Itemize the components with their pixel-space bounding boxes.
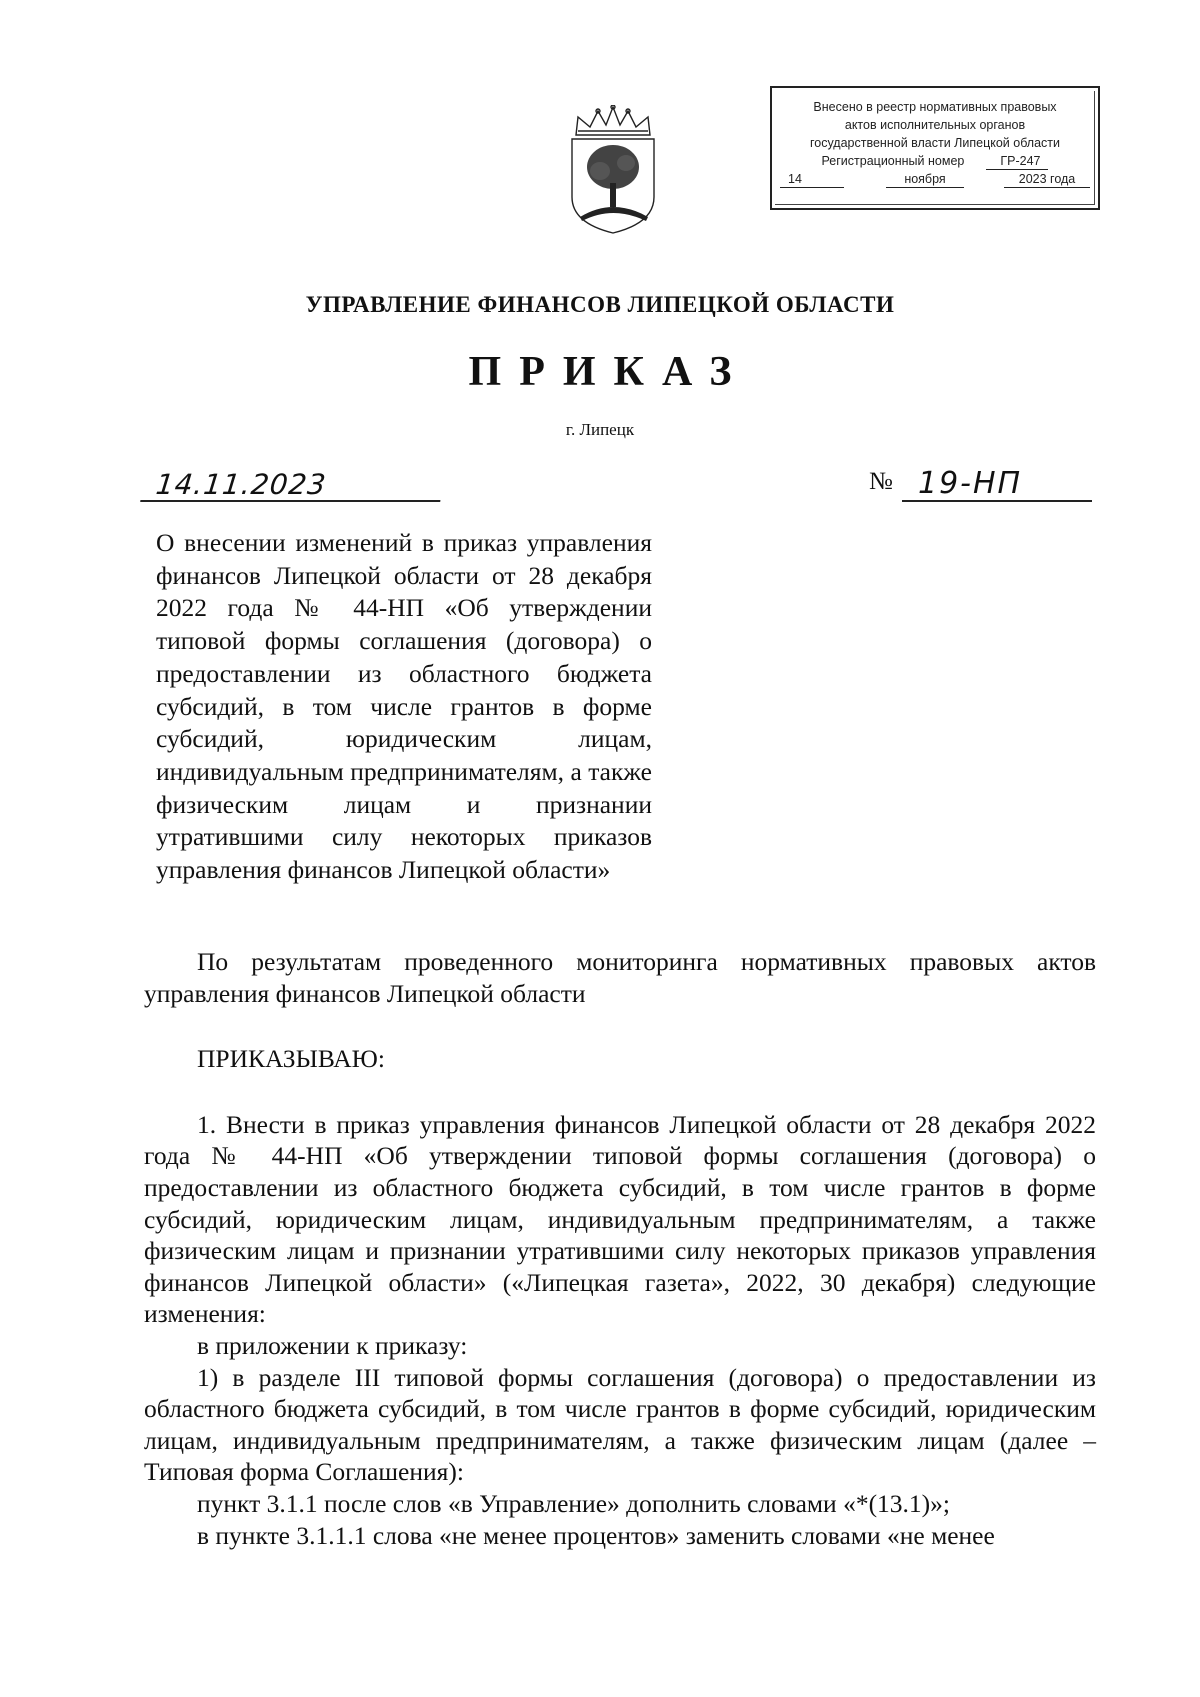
stamp-year: 2023 года <box>1004 172 1090 188</box>
sub-item-1: 1) в разделе III типовой формы соглашения (договора) о предоставлении из областного бюджета субсидий, в том числе грантов в форме субсидий, юридическим лицам, индивидуальным предпринимателям, а также физическим лицам (далее – Типовая форма Соглашения): <box>144 1362 1096 1487</box>
city: г. Липецк <box>565 420 635 439</box>
document-subject <box>156 527 652 887</box>
item-1: 1. Внести в приказ управления финансов Липецкой области от 28 декабря 2022 года № 44-НП «Об утверждении типовой формы соглашения (договора) о предоставлении из областного бюджета субсидий, в том числе грантов в форме субсидий, юридическим лицам, индивидуальным предпринимателям, а также физическим лицам и признании утратившими силу некоторых приказов управления финансов Липецкой области» («Липецкая газета», 2022, 30 декабря) следующие изменения: <box>144 1109 1096 1329</box>
appendix-line: в приложении к приказу: <box>197 1330 468 1360</box>
handwritten-date: 14.11.2023 <box>140 468 444 502</box>
stamp-date-row <box>772 172 1098 188</box>
stamp-line-1: Внесено в реестр нормативных правовых <box>813 100 1057 114</box>
organization-title: УПРАВЛЕНИЕ ФИНАНСОВ ЛИПЕЦКОЙ ОБЛАСТИ <box>305 292 895 317</box>
stamp-month: ноября <box>886 172 964 188</box>
registry-stamp <box>770 86 1100 210</box>
preamble: По результатам проведенного мониторинга нормативных правовых актов управления финансов Липецкой области <box>144 947 1096 1008</box>
stamp-line-3: государственной власти Липецкой области <box>809 136 1061 150</box>
stamp-reg-row <box>772 152 1098 170</box>
number-sign: № <box>869 468 893 495</box>
clause-3-1-1-1: в пункте 3.1.1.1 слова «не менее процентов» заменить словами «не менее <box>197 1520 995 1550</box>
clause-3-1-1: пункт 3.1.1 после слов «в Управление» дополнить словами «*(13.1)»; <box>197 1488 951 1518</box>
order-word: ПРИКАЗЫВАЮ: <box>197 1044 385 1074</box>
document-type: ПРИКАЗ <box>468 349 750 395</box>
handwritten-number: 19-НП <box>902 466 1092 502</box>
subject-text: О внесении изменений в приказ управления финансов Липецкой области от 28 декабря 2022 года № 44-НП «Об утверждении типовой формы соглашения (договора) о предоставлении из областного бюджета субсидий, в том числе грантов в форме субсидий, юридическим лицам, индивидуальным предпринимателям, а также физическим лицам и признании утратившими силу некоторых приказов управления финансов Липецкой области» <box>156 528 652 885</box>
stamp-reg-number: ГР-247 <box>986 154 1048 170</box>
stamp-day: 14 <box>780 172 844 188</box>
document-body <box>144 946 1096 1551</box>
stamp-line-2: актов исполнительных органов <box>844 118 1026 132</box>
lipetsk-coat-of-arms-icon <box>568 105 658 235</box>
stamp-reg-label: Регистрационный номер <box>821 154 965 168</box>
